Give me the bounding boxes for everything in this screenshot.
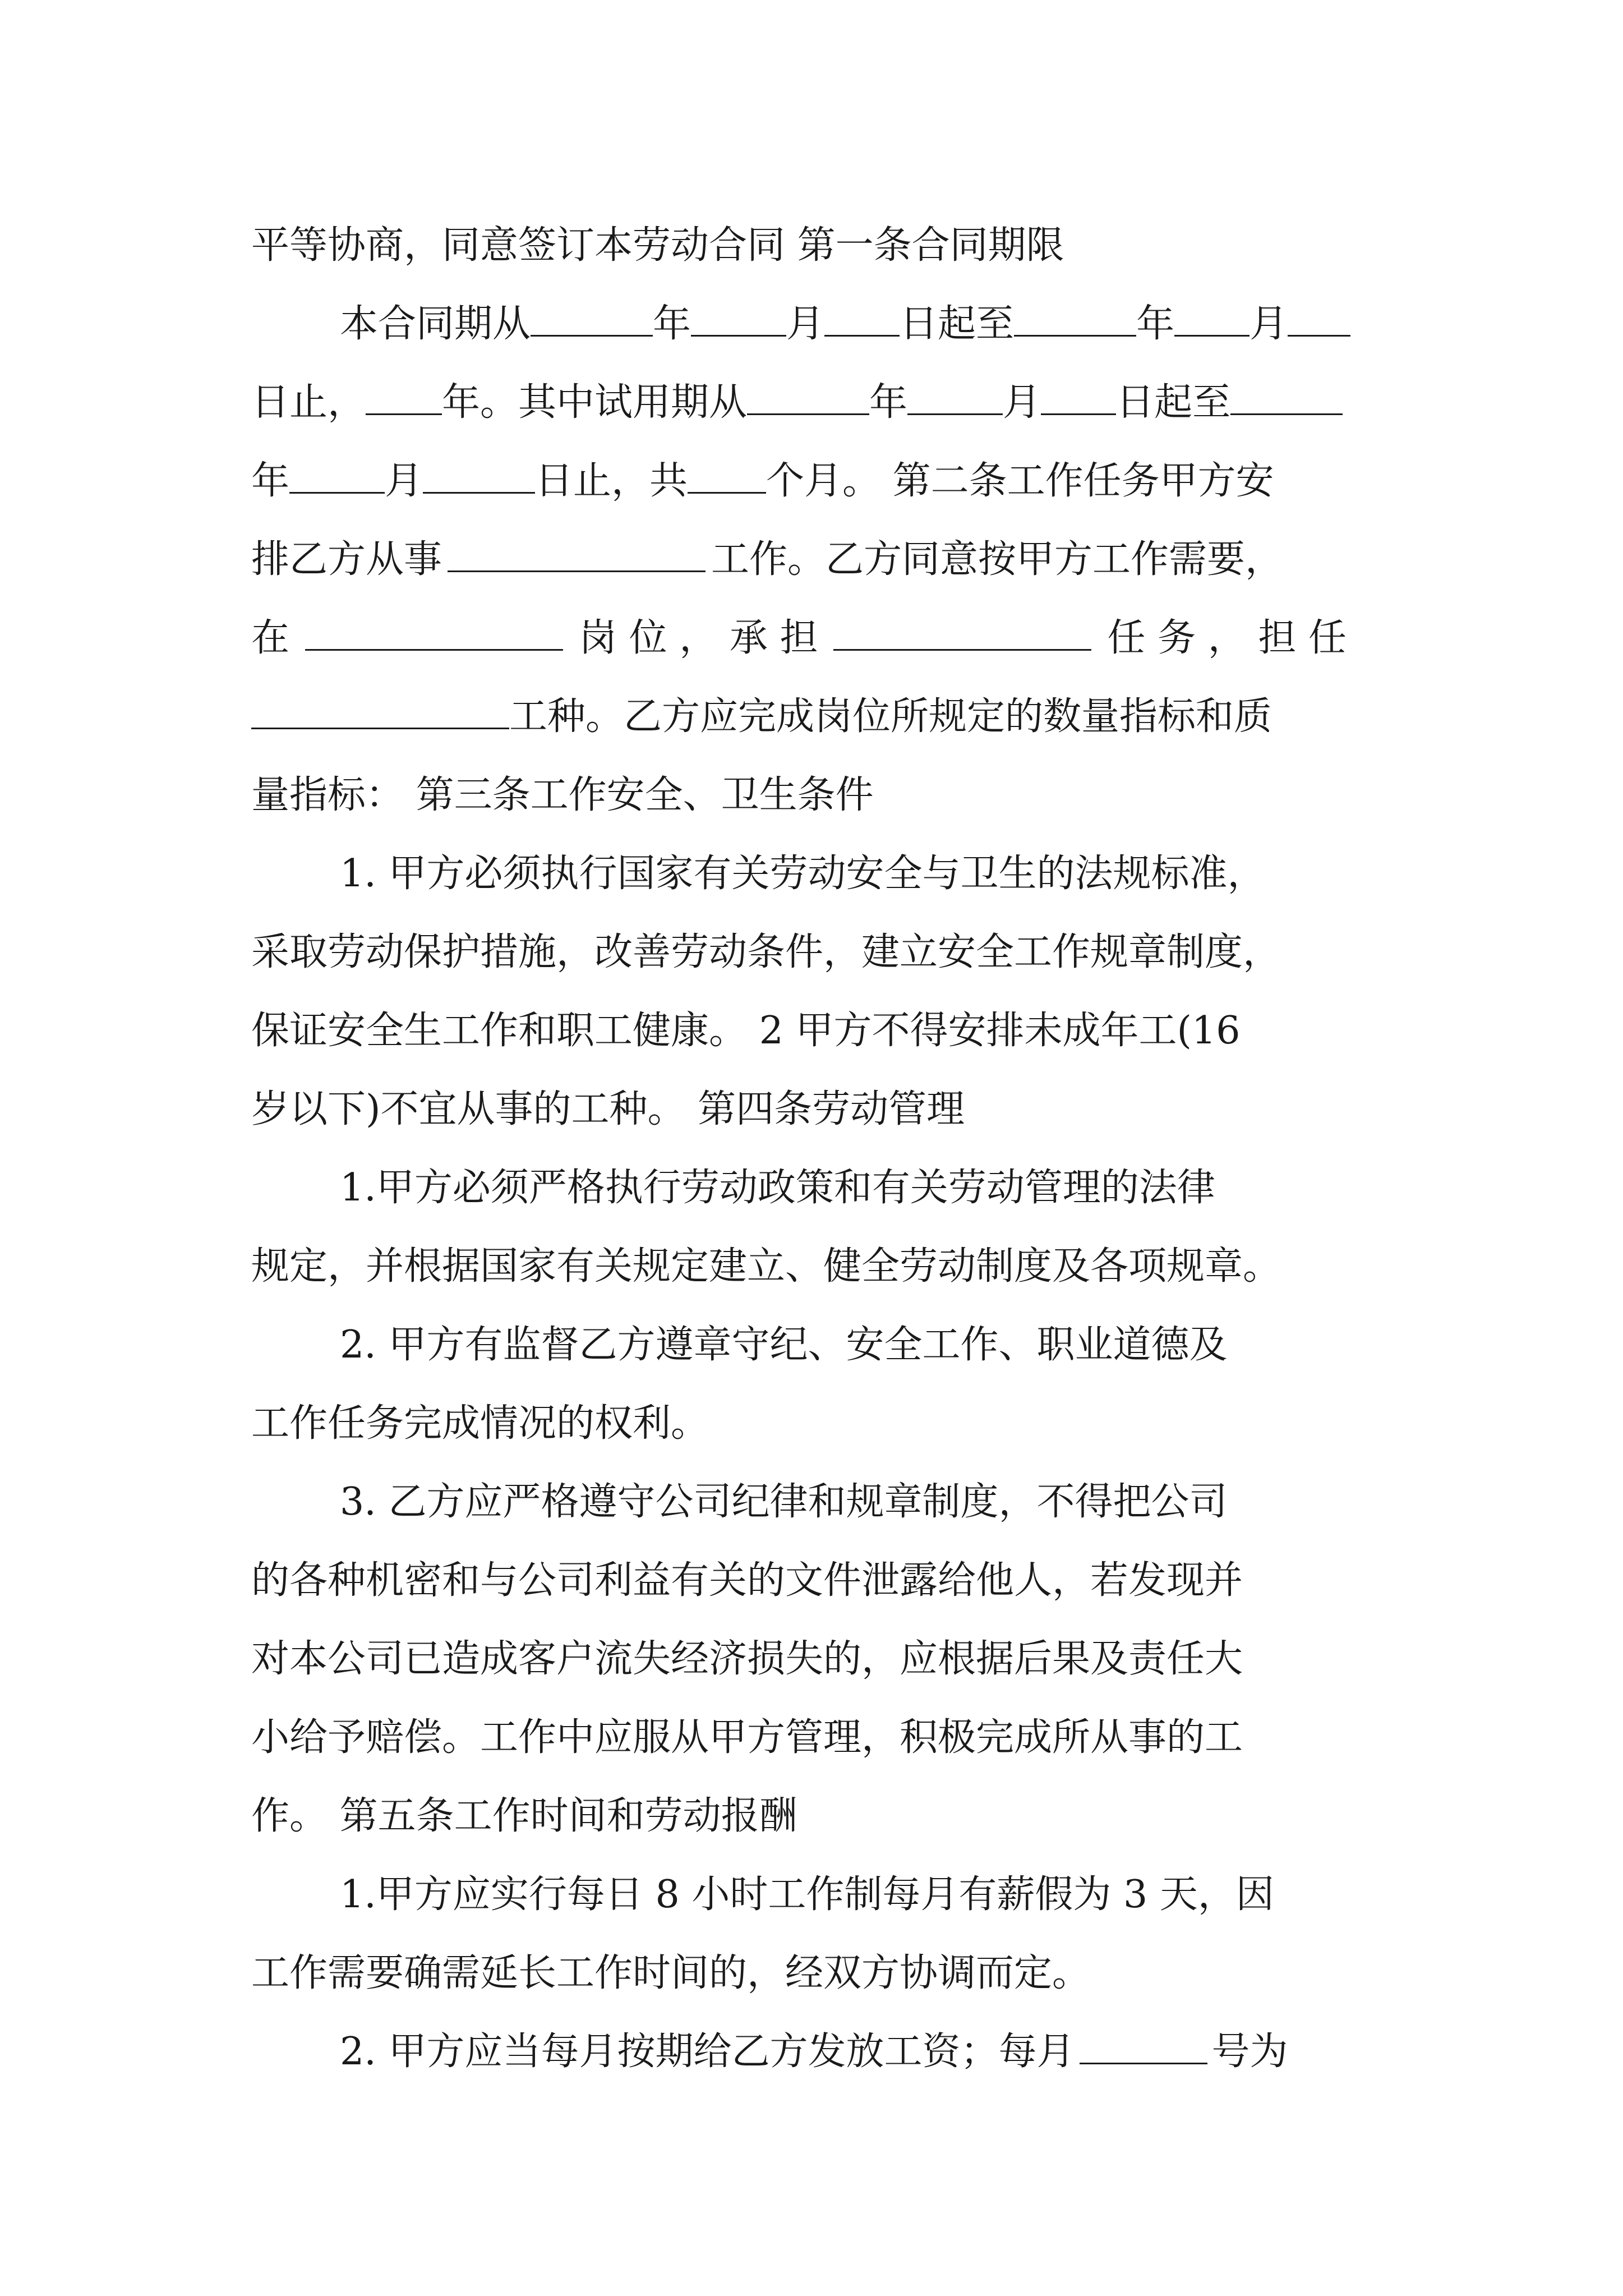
text-line — [340, 1475, 1461, 1529]
text-run: 工种。乙方应完成岗位所规定的数量指标和质 — [509, 694, 1272, 739]
text-run: 年 — [869, 380, 908, 425]
text-run: 年 — [1136, 302, 1175, 346]
fill-blank[interactable] — [824, 298, 900, 337]
text-line — [251, 1632, 1373, 1686]
text-run: 排乙方从事 — [251, 537, 442, 582]
text-run: 2. 甲方应当每月按期给乙方发放工资；每月 — [340, 2030, 1075, 2074]
section-heading-line — [251, 769, 1373, 822]
fill-blank[interactable] — [1080, 2026, 1207, 2064]
text-run: 2. 甲方有监督乙方遵章守纪、安全工作、职业道德及 — [340, 1323, 1228, 1367]
text-run: 工作。乙方同意按甲方工作需要， — [711, 537, 1284, 582]
text-run: 3. 乙方应严格遵守公司纪律和规章制度，不得把公司 — [340, 1480, 1228, 1524]
fill-blank[interactable] — [531, 298, 653, 337]
fill-blank[interactable] — [907, 376, 1003, 415]
text-run: 日止， — [251, 380, 366, 425]
text-run: 年。其中试用期从 — [442, 380, 748, 425]
text-run: 月 — [385, 459, 423, 503]
fill-blank[interactable] — [833, 612, 1091, 651]
fill-blank[interactable] — [1230, 376, 1343, 415]
text-line — [340, 1161, 1461, 1215]
text-run: 日起至 — [900, 302, 1015, 346]
fill-blank[interactable] — [366, 376, 442, 415]
text-run: 岗 位 ， 承 担 — [579, 616, 818, 660]
text-run: 本合同期从 — [340, 302, 531, 346]
fill-blank[interactable] — [448, 533, 706, 572]
text-line — [251, 690, 1373, 744]
fill-blank[interactable] — [251, 691, 509, 729]
text-run: 年 — [251, 459, 290, 503]
text-run: 对本公司已造成客户流失经济损失的，应根据后果及责任大 — [251, 1637, 1243, 1681]
text-run: 月 — [786, 302, 825, 346]
fill-blank[interactable] — [1041, 376, 1116, 415]
text-line — [251, 1240, 1373, 1294]
text-run: 日止，共 — [535, 459, 688, 503]
text-line — [251, 454, 1373, 508]
fill-blank[interactable] — [691, 298, 786, 337]
text-line — [251, 1083, 1373, 1137]
fill-blank[interactable] — [747, 376, 869, 415]
text-line — [340, 1868, 1461, 1922]
fill-blank[interactable] — [688, 455, 766, 494]
text-run: 日起至 — [1116, 380, 1231, 425]
fill-blank[interactable] — [1174, 298, 1249, 337]
text-line — [251, 1554, 1373, 1608]
text-run: 保证安全生工作和职工健康。 2 甲方不得安排未成年工(16 — [251, 1009, 1241, 1053]
text-run: 作。 第五条工作时间和劳动报酬 — [251, 1794, 797, 1838]
fill-blank[interactable] — [1288, 298, 1350, 337]
text-run: 岁以下)不宜从事的工种。 第四条劳动管理 — [251, 1087, 965, 1131]
text-line — [251, 219, 1373, 273]
text-run: 采取劳动保护措施，改善劳动条件，建立安全工作规章制度， — [251, 930, 1281, 974]
text-run: 月 — [1003, 380, 1041, 425]
text-line — [251, 611, 1373, 665]
fill-blank[interactable] — [423, 455, 535, 494]
wage-line — [340, 2025, 1461, 2079]
fill-blank[interactable] — [305, 612, 563, 651]
text-run: 的各种机密和与公司利益有关的文件泄露给他人，若发现并 — [251, 1558, 1243, 1603]
text-run: 工作任务完成情况的权利。 — [251, 1401, 709, 1446]
text-line — [251, 533, 1373, 587]
text-run: 号为 — [1211, 2030, 1288, 2074]
text-line — [251, 1397, 1373, 1451]
contract-term-line — [340, 297, 1461, 351]
text-run: 月 — [1249, 302, 1288, 346]
text-run: 工作需要确需延长工作时间的，经双方协调而定。 — [251, 1951, 1091, 1995]
text-run: 规定，并根据国家有关规定建立、健全劳动制度及各项规章。 — [251, 1244, 1281, 1289]
section-heading-line — [251, 1789, 1373, 1843]
text-run: 1. 甲方必须执行国家有关劳动安全与卫生的法规标准， — [340, 852, 1266, 896]
text-run: 1.甲方必须严格执行劳动政策和有关劳动管理的法律 — [340, 1166, 1215, 1210]
text-run: 任 务 ， 担 任 — [1107, 616, 1347, 660]
text-line — [340, 847, 1461, 901]
probation-line — [251, 376, 1373, 430]
text-run: 在 — [251, 616, 290, 660]
text-line — [251, 1004, 1373, 1058]
text-run: 个月。 第二条工作任务甲方安 — [766, 459, 1274, 503]
text-line — [340, 1318, 1461, 1372]
text-run: 量指标： 第三条工作安全、卫生条件 — [251, 773, 874, 817]
text-line — [251, 1947, 1373, 2000]
fill-blank[interactable] — [289, 455, 385, 494]
text-run: 1.甲方应实行每日 8 小时工作制每月有薪假为 3 天，因 — [340, 1872, 1274, 1917]
text-run: 小给予赔偿。工作中应服从甲方管理，积极完成所从事的工 — [251, 1715, 1243, 1760]
text-run: 平等协商，同意签订本劳动合同 第一条合同期限 — [251, 223, 1064, 268]
fill-blank[interactable] — [1014, 298, 1136, 337]
text-line — [251, 1711, 1373, 1765]
text-run: 年 — [653, 302, 691, 346]
text-line — [251, 926, 1373, 979]
